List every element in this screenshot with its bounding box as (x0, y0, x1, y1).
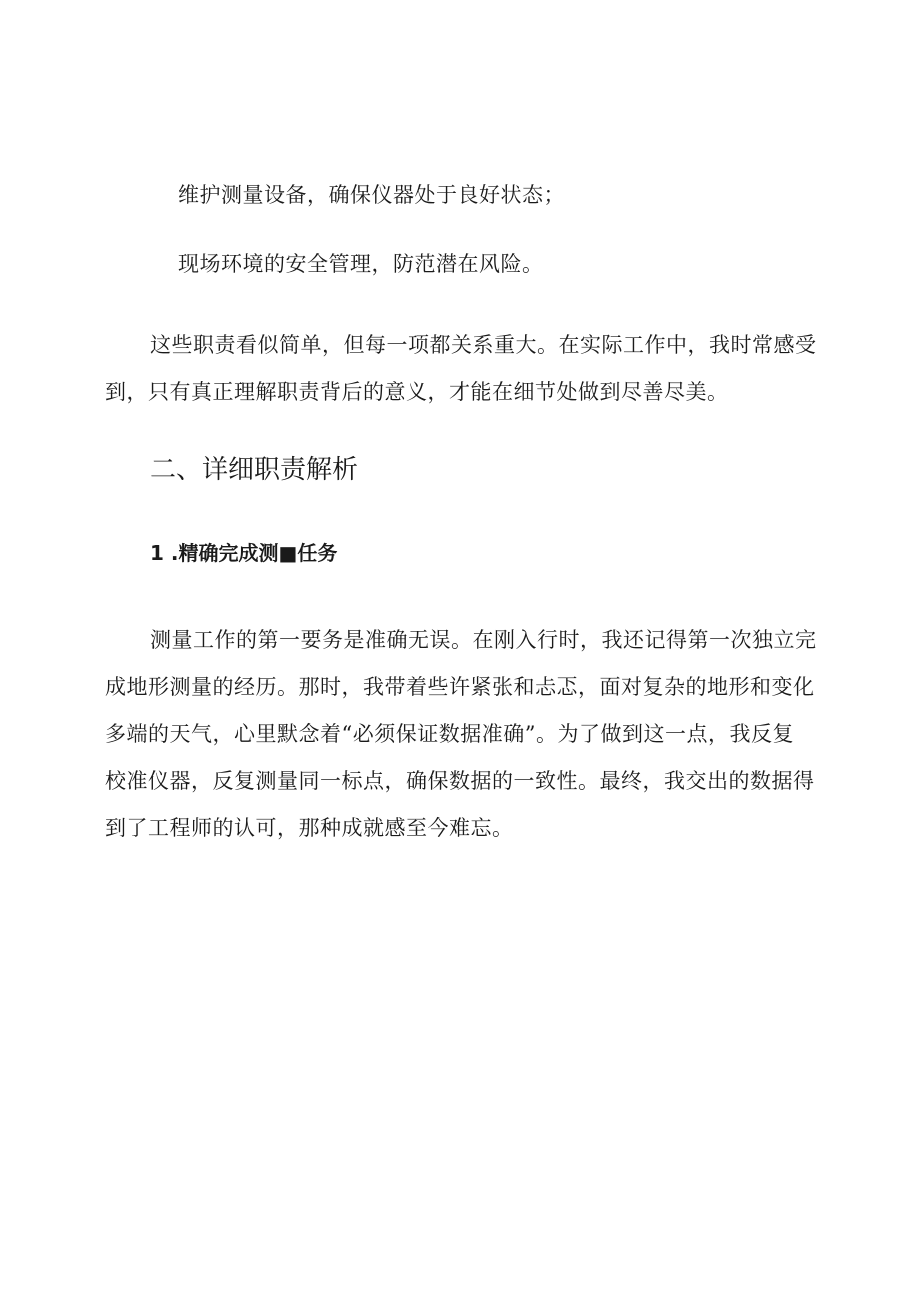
paragraph-line: 测量工作的第一要务是准确无误。在刚入行时，我还记得第一次独立完 (150, 628, 817, 652)
paragraph-line: 到了工程师的认可，那种成就感至今难忘。 (105, 816, 514, 840)
list-item-site-safety: 现场环境的安全管理，防范潜在风险。 (178, 252, 544, 276)
list-item-maintain-equipment: 维护测量设备，确保仪器处于良好状态； (178, 183, 565, 207)
paragraph-line: 到，只有真正理解职责背后的意义，才能在细节处做到尽善尽美。 (105, 380, 729, 404)
intro-paragraph (105, 322, 825, 416)
paragraph-line: 成地形测量的经历。那时，我带着些许紧张和忐忑，面对复杂的地形和变化 (105, 675, 815, 699)
section-heading: 二、详细职责解析 (150, 455, 359, 485)
paragraph-line: 这些职责看似简单，但每一项都关系重大。在实际工作中，我时常感受 (150, 333, 817, 357)
paragraph-line: 多端的天气，心里默念着“必须保证数据准确”。为了做到这一点，我反复 (105, 722, 794, 746)
paragraph-line: 校准仪器，反复测量同一标点，确保数据的一致性。最终，我交出的数据得 (105, 769, 815, 793)
subsection-heading: 1 .精确完成测■任务 (150, 541, 338, 565)
body-paragraph (105, 617, 825, 852)
